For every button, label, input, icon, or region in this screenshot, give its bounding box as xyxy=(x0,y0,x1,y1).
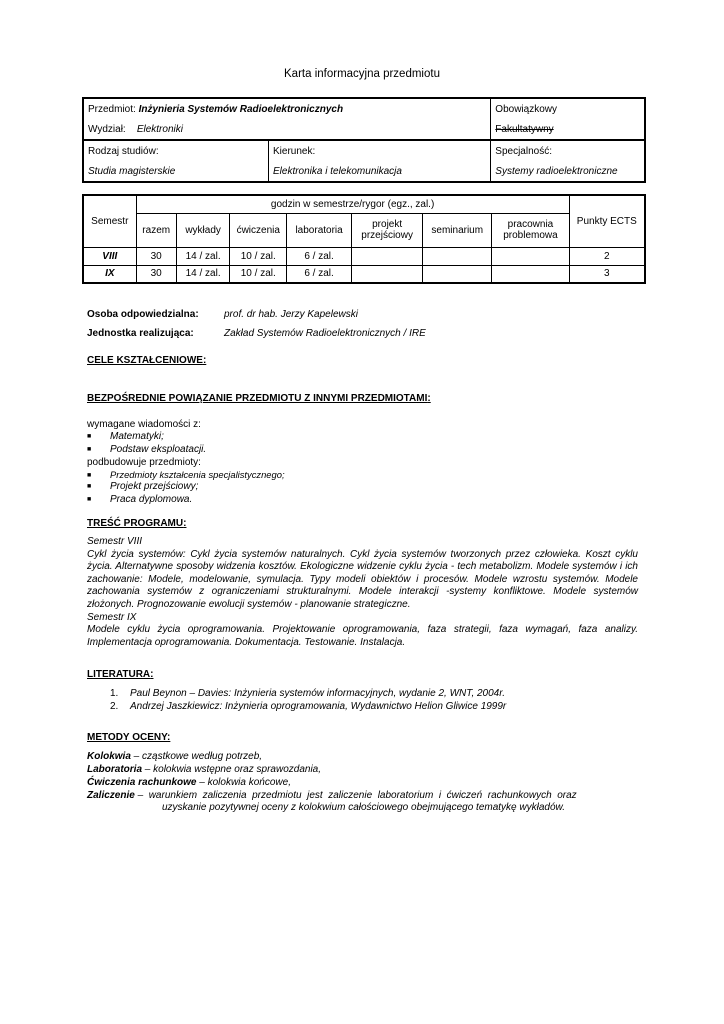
semestr-ix-text: Modele cyklu życia oprogramowania. Projektowanie oprogramowania, faza strategii, faza wymagań, faza analizy. Implementacja oprogramowania. Dokumentacja. Testowanie. Instalacja. xyxy=(87,624,638,648)
projekt-cell xyxy=(352,247,423,265)
ects-cell: 3 xyxy=(569,265,645,283)
kierunek-label: Kierunek: xyxy=(273,145,316,157)
obowiazkowy-label: Obowiązkowy xyxy=(495,103,557,115)
col-razem: razem xyxy=(136,213,176,247)
osoba-value: prof. dr hab. Jerzy Kapelewski xyxy=(224,309,358,320)
jednostka-label: Jednostka realizująca: xyxy=(87,328,194,339)
literatura-heading: LITERATURA: xyxy=(87,669,154,680)
projekt-cell xyxy=(352,265,423,283)
razem-cell: 30 xyxy=(136,247,176,265)
przedmiot-value: Inżynieria Systemów Radioelektronicznych xyxy=(138,103,344,115)
laboratoria-cell: 6 / zal. xyxy=(287,265,352,283)
seminarium-cell xyxy=(423,247,492,265)
kierunek-value-cell xyxy=(269,161,491,182)
wyklady-cell: 14 / zal. xyxy=(176,247,230,265)
tresc-heading: TREŚĆ PROGRAMU: xyxy=(87,518,187,529)
seminarium-cell xyxy=(423,265,492,283)
metody-continuation: uzyskanie pozytywnej oceny z kolokwium całościowego obejmującego tematykę wykładów. xyxy=(162,802,565,813)
jednostka-value: Zakład Systemów Radioelektronicznych / IRE xyxy=(224,328,426,339)
hours-table xyxy=(82,194,646,284)
col-laboratoria: laboratoria xyxy=(287,213,352,247)
przedmiot-label: Przedmiot: xyxy=(88,103,136,115)
page-title: Karta informacyjna przedmiotu xyxy=(284,68,440,80)
list-item: ■ Przedmioty kształcenia specjalistycznego; xyxy=(87,469,285,480)
metody-heading: METODY OCENY: xyxy=(87,732,171,743)
list-item: ■ Projekt przejściowy; xyxy=(87,481,199,492)
list-item: ■ Podstaw eksploatacji. xyxy=(87,444,207,455)
list-item: Ćwiczenia rachunkowe – kolokwia końcowe, xyxy=(87,777,291,788)
list-item: Laboratoria – kolokwia wstępne oraz sprawozdania, xyxy=(87,764,321,775)
fakultatywny-label: Fakultatywny xyxy=(495,123,554,135)
podbudowuje-label: podbudowuje przedmioty: xyxy=(87,457,201,468)
list-item: ■ Matematyki; xyxy=(87,431,164,442)
list-item: 1. Paul Beynon – Davies: Inżynieria systemów informacyjnych, wydanie 2, WNT, 2004r. xyxy=(110,688,505,699)
table-row xyxy=(83,247,645,265)
list-item: Zaliczenie – warunkiem zaliczenia przedmiotu jest zaliczenie laboratorium i ćwiczeń rachunkowych oraz xyxy=(87,790,577,801)
list-item: Kolokwia – cząstkowe według potrzeb, xyxy=(87,751,263,762)
kierunek-value: Elektronika i telekomunikacja xyxy=(273,165,402,177)
specjalnosc-value: Systemy radioelektroniczne xyxy=(495,165,618,177)
ects-cell: 2 xyxy=(569,247,645,265)
tresc-content xyxy=(87,536,638,649)
cele-heading: CELE KSZTAŁCENIOWE: xyxy=(87,355,207,366)
kierunek-label-cell xyxy=(269,140,491,161)
sem-cell: IX xyxy=(83,265,136,283)
powiazanie-heading: BEZPOŚREDNIE POWIĄZANIE PRZEDMIOTU Z INNYMI PRZEDMIOTAMI: xyxy=(87,393,431,404)
fakultatywny-cell xyxy=(491,119,645,140)
razem-cell: 30 xyxy=(136,265,176,283)
specjalnosc-label: Specjalność: xyxy=(495,145,552,157)
obowiazkowy-cell xyxy=(491,98,645,119)
col-cwiczenia: ćwiczenia xyxy=(230,213,287,247)
table-row xyxy=(83,265,645,283)
wydzial-label: Wydział: xyxy=(88,123,126,135)
semestr-header: Semestr xyxy=(83,195,136,247)
semestr-viii-label: Semestr VIII xyxy=(87,536,143,547)
wymagane-label: wymagane wiadomości z: xyxy=(87,419,201,430)
rodzaj-label: Rodzaj studiów: xyxy=(88,145,159,157)
przedmiot-cell xyxy=(83,98,491,119)
wyklady-cell: 14 / zal. xyxy=(176,265,230,283)
list-item: 2. Andrzej Jaszkiewicz: Inżynieria oprogramowania, Wydawnictwo Helion Gliwice 1999r xyxy=(110,701,507,712)
cwiczenia-cell: 10 / zal. xyxy=(230,247,287,265)
col-wyklady: wykłady xyxy=(176,213,230,247)
rodzaj-label-cell xyxy=(83,140,269,161)
rodzaj-value: Studia magisterskie xyxy=(88,165,176,177)
col-seminarium: seminarium xyxy=(423,213,492,247)
sem-cell: VIII xyxy=(83,247,136,265)
specjalnosc-label-cell xyxy=(491,140,645,161)
wydzial-cell xyxy=(83,119,491,140)
cwiczenia-cell: 10 / zal. xyxy=(230,265,287,283)
semestr-ix-label: Semestr IX xyxy=(87,611,137,623)
laboratoria-cell: 6 / zal. xyxy=(287,247,352,265)
list-item: ■ Praca dyplomowa. xyxy=(87,494,193,505)
col-projekt: projekt przejściowy xyxy=(352,213,423,247)
pracownia-cell xyxy=(492,247,569,265)
rodzaj-value-cell xyxy=(83,161,269,182)
col-pracownia: pracownia problemowa xyxy=(492,213,569,247)
osoba-label: Osoba odpowiedzialna: xyxy=(87,309,199,320)
wydzial-value: Elektroniki xyxy=(136,123,183,135)
pracownia-cell xyxy=(492,265,569,283)
semestr-viii-text: Cykl życia systemów: Cykl życia systemów naturalnych. Cykl życia systemów tworzonych przez człowieka. Koszt cyklu życia. Alternatywne sposoby widzenia kosztów. Ekologiczne widzenie cyklu życia - tech metabolizm. Modele systemów i ich zachowanie: Modele, modelowanie, symulacja. Typy modeli obiektów i procesów. Modele wzrostu systemów. Modele zachowania systemów z ograniczeniami strukturalnymi. Modele interakcji -systemy konfliktowe. Modele systemów złożonych. Prognozowanie ewolucji systemów - planowanie strategiczne. xyxy=(87,548,638,610)
course-info-table xyxy=(82,97,646,183)
ects-header: Punkty ECTS xyxy=(569,195,645,247)
godzin-header: godzin w semestrze/rygor (egz., zal.) xyxy=(136,195,569,213)
specjalnosc-value-cell xyxy=(491,161,645,182)
